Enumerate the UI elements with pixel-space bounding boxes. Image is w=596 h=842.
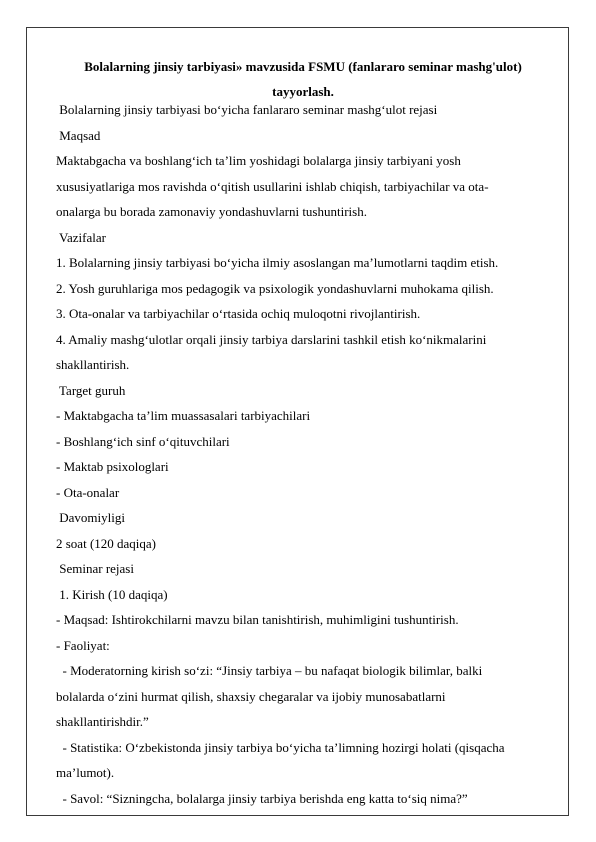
paragraph-line: Maktabgacha va boshlang‘ich ta’lim yoshidagi bolalarga jinsiy tarbiyani yosh <box>56 153 461 168</box>
plan-heading: Bolalarning jinsiy tarbiyasi bo‘yicha fanlararo seminar mashg‘ulot rejasi <box>56 102 438 117</box>
document-title-line-2: tayyorlash. <box>272 84 334 99</box>
section-heading-davomiyligi: Davomiyligi <box>56 510 125 525</box>
section-heading-vazifalar: Vazifalar <box>56 230 106 245</box>
paragraph-line: xususiyatlariga mos ravishda o‘qitish usullarini ishlab chiqish, tarbiyachilar va ota- <box>56 179 489 194</box>
list-item: - Ota-onalar <box>56 485 120 500</box>
paragraph-line: onalarga bu borada zamonaviy yondashuvlarni tushuntirish. <box>56 204 367 219</box>
list-item: - Savol: “Sizningcha, bolalarga jinsiy tarbiya berishda eng katta to‘siq nima?” <box>56 791 468 806</box>
list-item: - Faoliyat: <box>56 638 110 653</box>
section-heading-target-guruh: Target guruh <box>56 383 126 398</box>
section-heading-maqsad: Maqsad <box>56 128 101 143</box>
paragraph-line: 2 soat (120 daqiqa) <box>56 536 157 551</box>
list-item: - Maqsad: Ishtirokchilarni mavzu bilan tanishtirish, muhimligini tushuntirish. <box>56 612 459 627</box>
list-item: - Statistika: O‘zbekistonda jinsiy tarbiya bo‘yicha ta’limning hozirgi holati (qisqacha <box>56 740 505 755</box>
document-title-line-1: Bolalarning jinsiy tarbiyasi» mavzusida FSMU (fanlararo seminar mashg'ulot) <box>84 59 522 74</box>
list-item-continuation: ma’lumot). <box>56 765 115 780</box>
list-item-continuation: shakllantirishdir.” <box>56 714 149 729</box>
list-item: - Boshlang‘ich sinf o‘qituvchilari <box>56 434 230 449</box>
list-item: - Moderatorning kirish so‘zi: “Jinsiy tarbiya – bu nafaqat biologik bilimlar, balki <box>56 663 483 678</box>
list-item-continuation: shakllantirish. <box>56 357 130 372</box>
list-item: - Maktabgacha ta’lim muassasalari tarbiyachilari <box>56 408 311 423</box>
list-item: - Maktab psixologlari <box>56 459 169 474</box>
list-item: 4. Amaliy mashg‘ulotlar orqali jinsiy tarbiya darslarini tashkil etish ko‘nikmalarini <box>56 332 487 347</box>
list-item-continuation: bolalarda o‘zini hurmat qilish, shaxsiy chegaralar va ijobiy munosabatlarni <box>56 689 446 704</box>
section-heading-seminar-rejasi: Seminar rejasi <box>56 561 134 576</box>
list-item: 2. Yosh guruhlariga mos pedagogik va psixologik yondashuvlarni muhokama qilish. <box>56 281 494 296</box>
subsection-heading: 1. Kirish (10 daqiqa) <box>56 587 168 602</box>
list-item: 3. Ota-onalar va tarbiyachilar o‘rtasida ochiq muloqotni rivojlantirish. <box>56 306 421 321</box>
list-item: 1. Bolalarning jinsiy tarbiyasi bo‘yicha ilmiy asoslangan ma’lumotlarni taqdim etish. <box>56 255 499 270</box>
